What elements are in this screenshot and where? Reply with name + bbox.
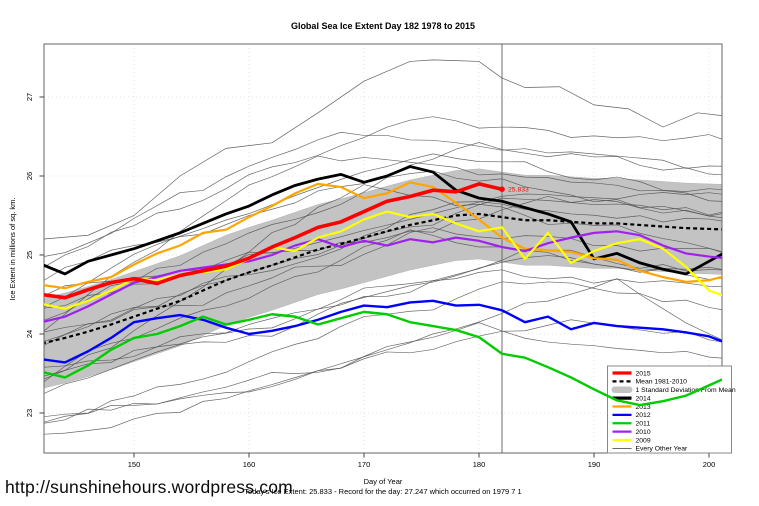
chart-caption: Today's Ice Extent: 25.833 - Record for the day: 27.247 which occurred on 1979 7 1: [244, 487, 522, 496]
legend-item-label: Mean 1981-2010: [635, 378, 687, 386]
x-tick-label: 190: [587, 460, 601, 469]
blog-url-link[interactable]: http://sunshinehours.wordpress.com: [5, 477, 293, 497]
x-tick-label: 180: [472, 460, 486, 469]
y-tick-label: 26: [25, 171, 34, 181]
legend-item-label: Every Other Year: [635, 445, 688, 453]
legend-item-label: 2013: [635, 403, 651, 411]
x-tick-label: 200: [702, 460, 716, 469]
legend-item-label: 2011: [635, 420, 651, 428]
legend: [608, 366, 736, 453]
y-tick-label: 25: [25, 250, 34, 260]
legend-item-label: 2010: [635, 428, 651, 436]
legend-item-label: 2012: [635, 412, 651, 420]
y-tick-label: 23: [25, 408, 34, 418]
y-axis-title: Ice Extent in millions of sq. km.: [8, 197, 17, 301]
legend-band-swatch: [612, 387, 633, 393]
x-tick-label: 150: [127, 460, 141, 469]
legend-item-label: 2014: [635, 395, 651, 403]
legend-item-label: 1 Standard Deviation From Mean: [635, 387, 736, 395]
today-point-marker: [499, 186, 505, 192]
x-tick-label: 160: [242, 460, 256, 469]
legend-item-label: 2009: [635, 437, 651, 445]
y-tick-label: 24: [25, 329, 34, 339]
x-axis-title: Day of Year: [363, 477, 403, 486]
x-tick-label: 170: [357, 460, 371, 469]
y-tick-label: 27: [25, 92, 34, 102]
chart-title: Global Sea Ice Extent Day 182 1978 to 2015: [290, 21, 476, 31]
today-value-label: 25.833: [508, 186, 529, 194]
legend-item-label: 2015: [635, 370, 651, 378]
